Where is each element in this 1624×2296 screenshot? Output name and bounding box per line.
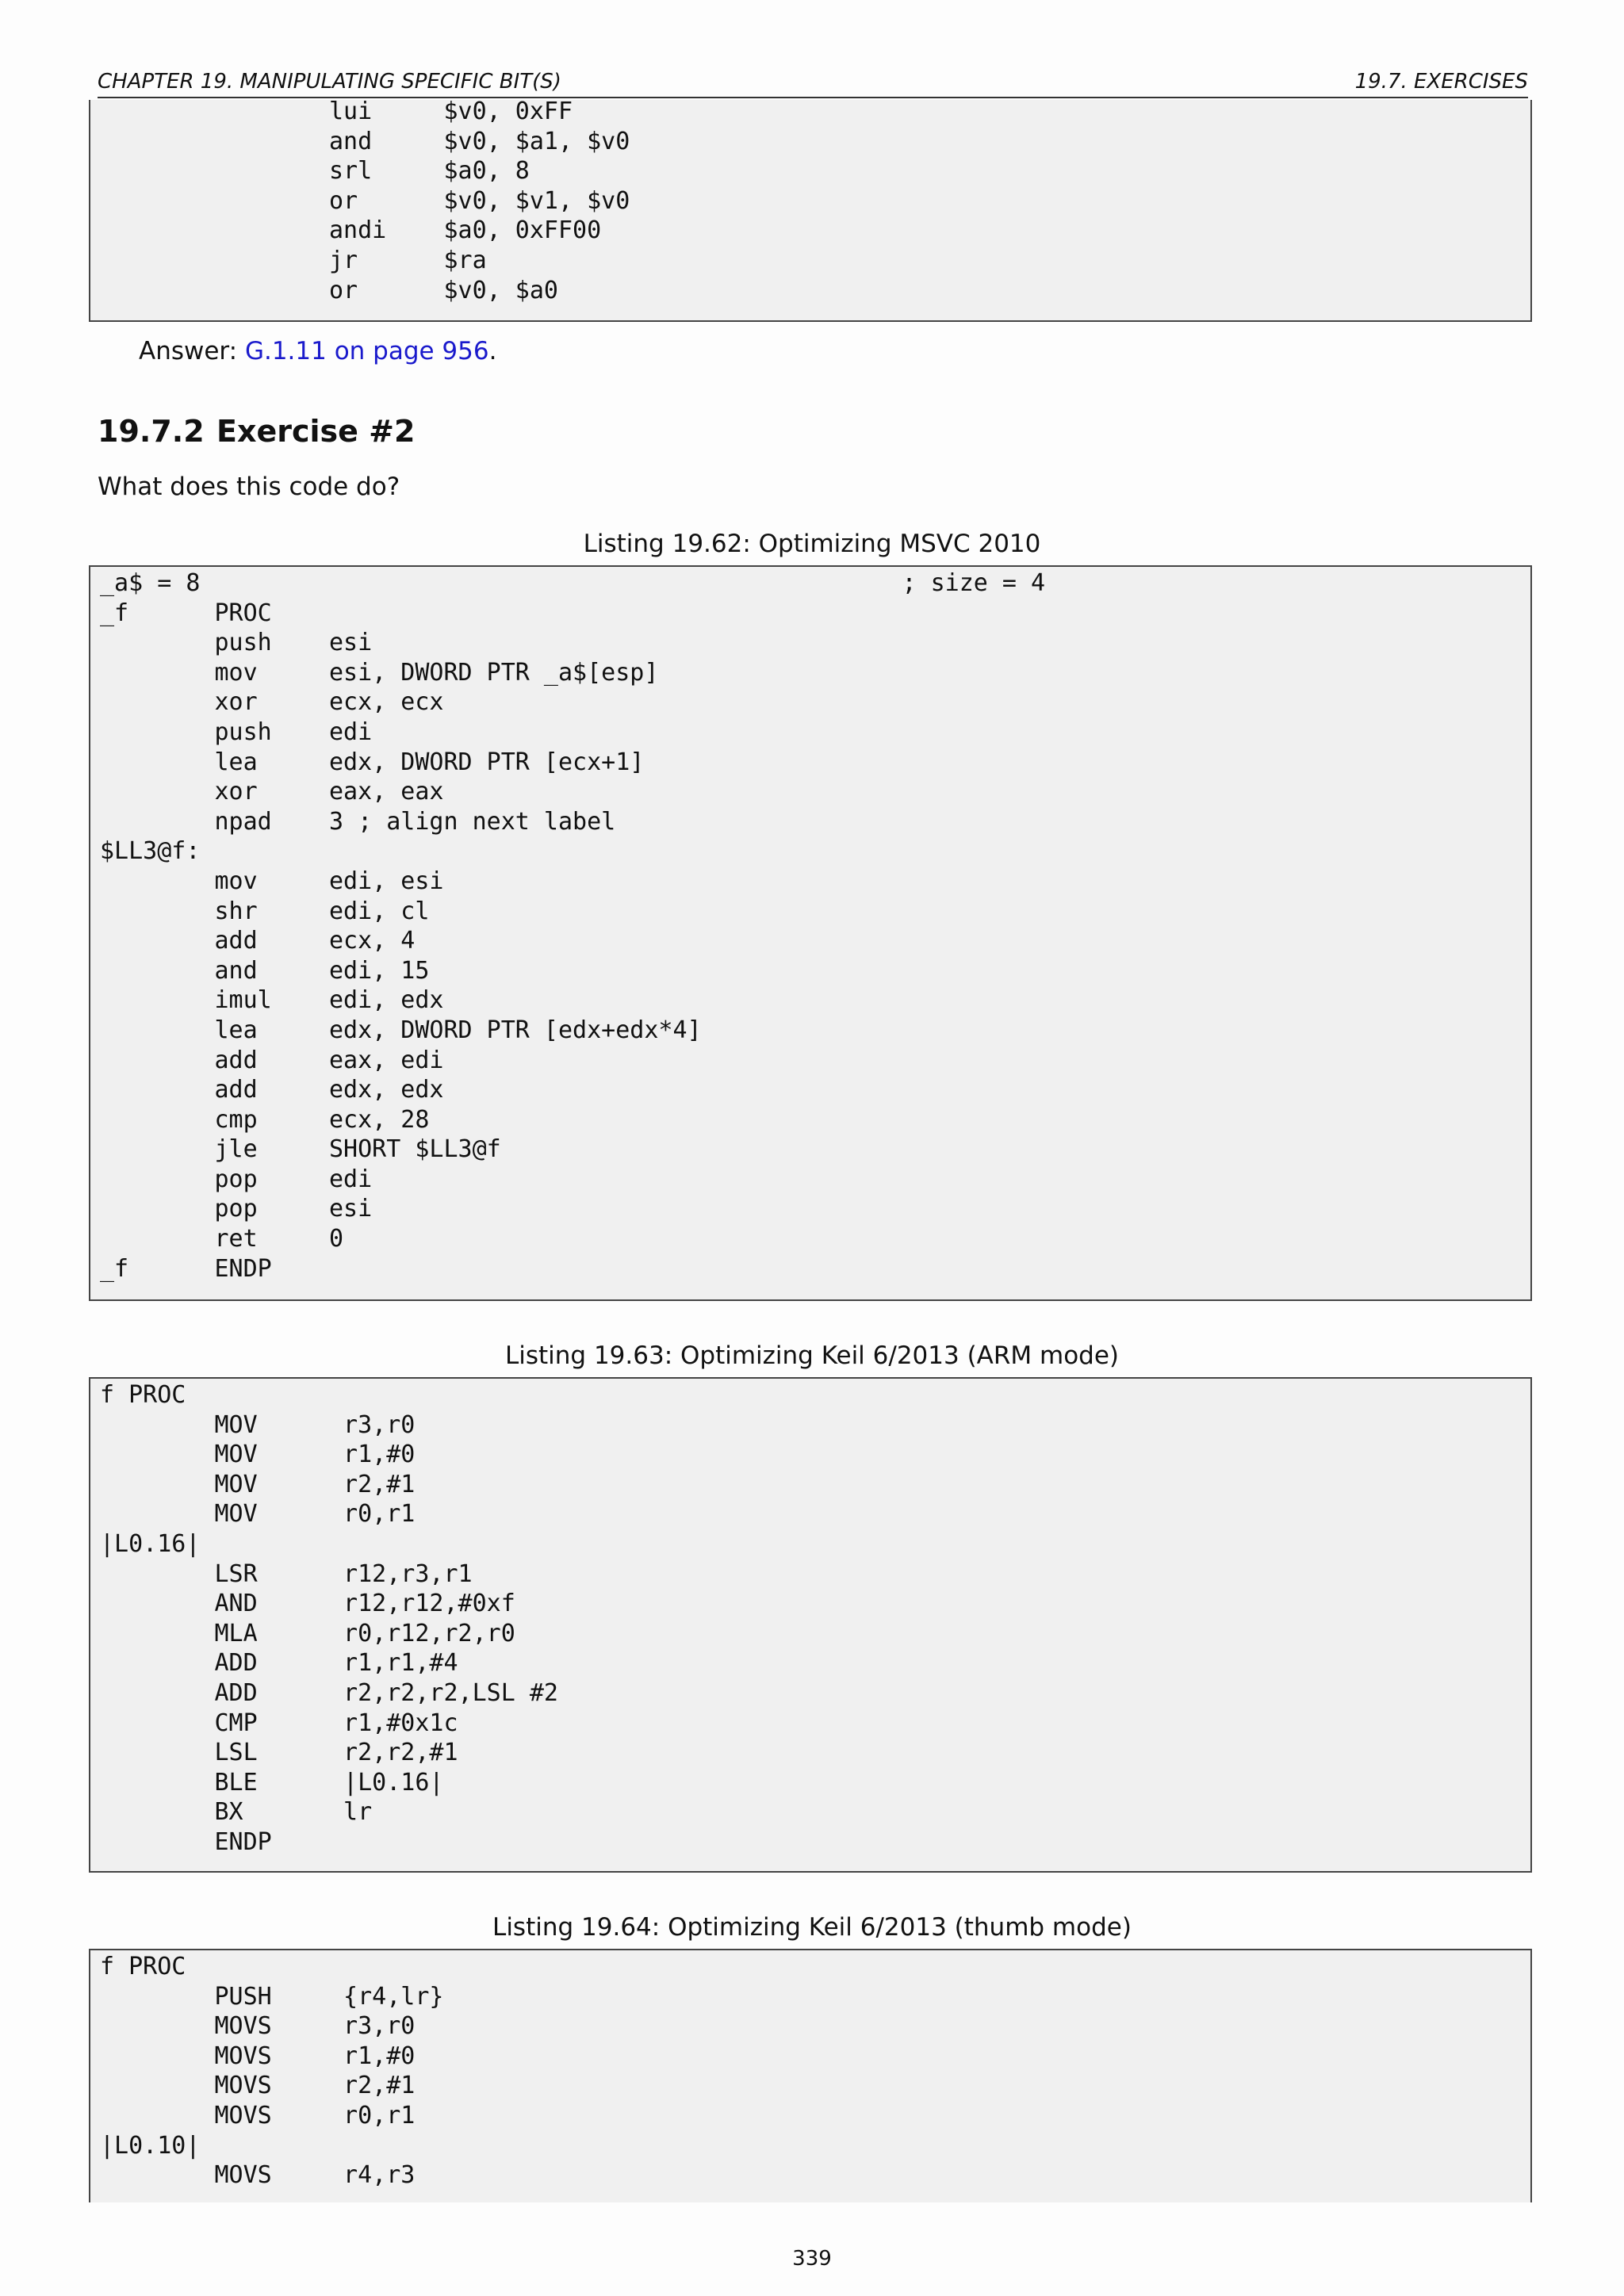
question-text: What does this code do? xyxy=(98,473,400,501)
code-text: f PROC MOV r3,r0 MOV r1,#0 MOV r2,#1 MOV r0,r1 |L0.16| LSR r12,r3,r1 AND r12,r12,#0xf MLA r0,r12,r2,r0 ADD r1,r1,#4 ADD r2,r2,r2,LSL #2 CMP r1,#0x1c LSL r2,r2,#1 BLE |L0.16| BX lr ENDP xyxy=(100,1381,558,1856)
listing-caption-msvc: Listing 19.62: Optimizing MSVC 2010 xyxy=(583,530,1041,558)
answer-suffix: . xyxy=(488,337,497,365)
code-listing-mips-continued xyxy=(89,100,1532,322)
section-ref: 19.7. EXERCISES xyxy=(1354,70,1528,94)
section-title-text: Exercise #2 xyxy=(216,414,416,449)
page-number: 339 xyxy=(792,2247,832,2271)
answer-line xyxy=(139,337,496,365)
code-text: f PROC PUSH {r4,lr} MOVS r3,r0 MOVS r1,#0 MOVS r2,#1 MOVS r0,r1 |L0.10| MOVS r4,r3 xyxy=(100,1953,444,2190)
running-header xyxy=(98,68,1528,98)
code-listing-keil-arm xyxy=(89,1377,1532,1873)
code-text: lui $v0, 0xFF and $v0, $a1, $v0 srl $a0, 8 or $v0, $v1, $v0 andi $a0, 0xFF00 jr $ra or $v0, $a0 xyxy=(328,100,630,304)
listing-caption-keil-thumb: Listing 19.64: Optimizing Keil 6/2013 (thumb mode) xyxy=(492,1913,1132,1942)
code-listing-msvc xyxy=(89,565,1532,1301)
section-heading xyxy=(98,414,415,449)
section-number: 19.7.2 xyxy=(98,414,205,449)
chapter-title: CHAPTER 19. MANIPULATING SPECIFIC BIT(S) xyxy=(98,70,561,94)
listing-caption-keil-arm: Listing 19.63: Optimizing Keil 6/2013 (ARM mode) xyxy=(504,1341,1120,1370)
answer-prefix: Answer: xyxy=(139,337,245,365)
answer-link[interactable]: G.1.11 on page 956 xyxy=(244,337,489,365)
code-listing-keil-thumb xyxy=(89,1949,1532,2202)
code-text: _a$ = 8 ; size = 4 _f PROC push esi mov esi, DWORD PTR _a$[esp] xor ecx, ecx push edi lea edx, DWORD PTR [ecx+1] xor eax, eax npad 3 ; align next label $LL3@f: mov edi, esi shr edi, cl add ecx, 4 and edi, 15 imul edi, edx lea edx, DWORD PTR [edx+edx*4] add eax, edi add edx, edx cmp ecx, 28 jle SHORT $LL3@f pop edi pop esi ret 0 _f ENDP xyxy=(100,569,1046,1283)
